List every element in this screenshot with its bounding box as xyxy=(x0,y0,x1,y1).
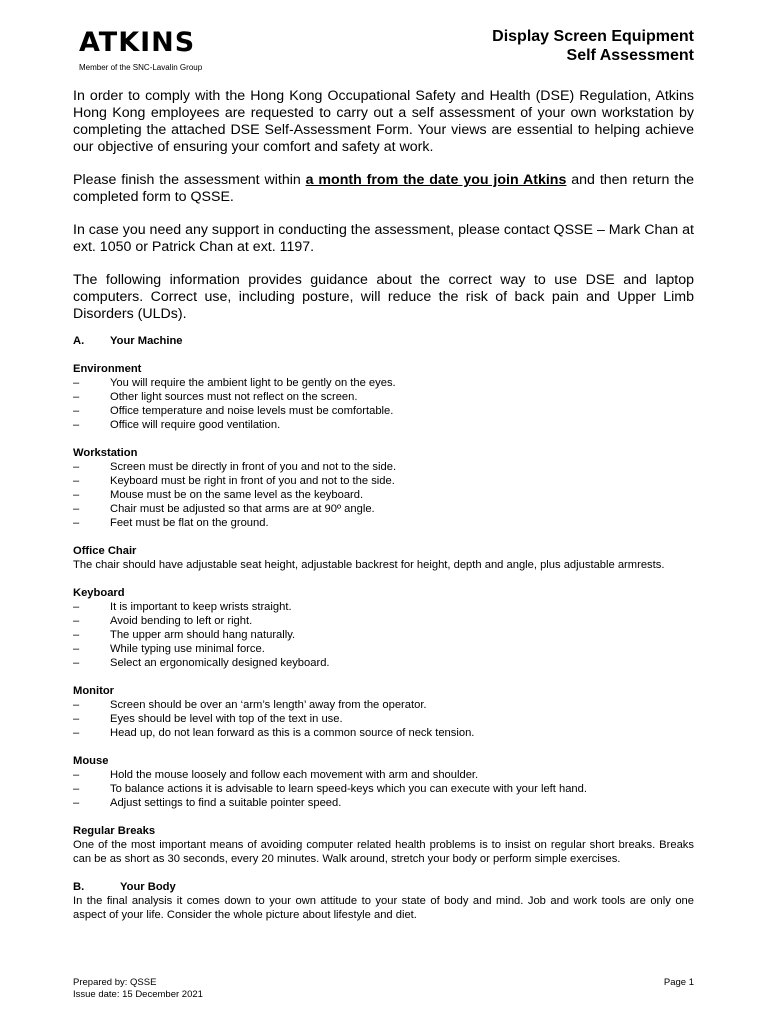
page-footer xyxy=(73,977,694,1001)
mouse-list xyxy=(73,768,694,810)
document-title xyxy=(492,27,694,65)
section-a-letter: A. xyxy=(73,335,85,347)
list-item: – You will require the ambient light to be gently on the eyes. xyxy=(73,377,396,389)
document-page xyxy=(73,0,694,1024)
keyboard-list xyxy=(73,600,694,670)
section-b-title: Your Body xyxy=(120,881,176,893)
page-header xyxy=(73,0,694,78)
list-item: – Keyboard must be right in front of you and not to the side. xyxy=(73,475,395,487)
list-item: – Select an ergonomically designed keyboard. xyxy=(73,657,330,669)
list-item: – While typing use minimal force. xyxy=(73,643,265,655)
title-line-2: Self Assessment xyxy=(566,47,694,64)
office-chair-heading: Office Chair xyxy=(73,545,137,557)
list-item: – Eyes should be level with top of the text in use. xyxy=(73,713,343,725)
list-item: – Head up, do not lean forward as this is a common source of neck tension. xyxy=(73,727,475,739)
mouse-heading: Mouse xyxy=(73,755,109,767)
list-item: – Chair must be adjusted so that arms are at 90º angle. xyxy=(73,503,375,515)
intro-paragraph-4: The following information provides guidance about the correct way to use DSE and laptop computers. Correct use, including posture, will reduce the risk of back pain and Upper Limb Disorders (ULDs). xyxy=(73,272,694,322)
list-item: – The upper arm should hang naturally. xyxy=(73,629,296,641)
list-item: – Other light sources must not reflect on the screen. xyxy=(73,391,358,403)
logo-wordmark: ATKINS xyxy=(79,27,196,58)
issue-date: Issue date: 15 December 2021 xyxy=(73,989,203,1000)
list-item: – Screen should be over an ‘arm’s length’ away from the operator. xyxy=(73,699,427,711)
list-item: – Hold the mouse loosely and follow each movement with arm and shoulder. xyxy=(73,769,479,781)
section-b-text: In the final analysis it comes down to your own attitude to your state of body and mind. Job and work tools are only one aspect of your life. Consider the whole picture about lifestyle and diet. xyxy=(73,895,694,921)
workstation-list xyxy=(73,460,694,530)
title-line-1: Display Screen Equipment xyxy=(492,28,694,45)
environment-heading: Environment xyxy=(73,363,142,375)
regular-breaks-text: One of the most important means of avoiding computer related health problems is to insist on regular short breaks. Breaks can be as short as 30 seconds, every 20 minutes. Walk around, stretch your body or perform simple exercises. xyxy=(73,839,694,865)
logo-subtitle: Member of the SNC-Lavalin Group xyxy=(79,63,203,72)
list-item: – Office temperature and noise levels must be comfortable. xyxy=(73,405,394,417)
list-item: – Adjust settings to find a suitable pointer speed. xyxy=(73,797,342,809)
section-b-letter: B. xyxy=(73,881,85,893)
monitor-list xyxy=(73,698,694,740)
list-item: – Avoid bending to left or right. xyxy=(73,615,253,627)
section-a-heading xyxy=(73,334,694,348)
list-item: – Mouse must be on the same level as the keyboard. xyxy=(73,489,364,501)
section-a-title: Your Machine xyxy=(110,335,183,347)
environment-list xyxy=(73,376,694,432)
prepared-by: Prepared by: QSSE xyxy=(73,977,157,988)
regular-breaks-heading: Regular Breaks xyxy=(73,825,156,837)
list-item: – Feet must be flat on the ground. xyxy=(73,517,269,529)
list-item: – It is important to keep wrists straight. xyxy=(73,601,292,613)
guidance-body xyxy=(73,334,694,936)
list-item: – Screen must be directly in front of you and not to the side. xyxy=(73,461,397,473)
page-number: Page 1 xyxy=(663,977,694,988)
office-chair-text: The chair should have adjustable seat height, adjustable backrest for height, depth and angle, plus adjustable armrests. xyxy=(73,559,665,571)
keyboard-heading: Keyboard xyxy=(73,587,125,599)
intro-paragraph-1: In order to comply with the Hong Kong Occupational Safety and Health (DSE) Regulation, Atkins Hong Kong employees are requested to carry out a self assessment of your own workstation by completing the attached DSE Self-Assessment Form. Your views are essential to helping achieve our objective of ensuring your comfort and safety at work. xyxy=(73,88,694,155)
list-item: – To balance actions it is advisable to learn speed-keys which you can execute with your left hand. xyxy=(73,783,587,795)
section-b-heading xyxy=(73,880,694,894)
workstation-heading: Workstation xyxy=(73,447,138,459)
intro-paragraph-3: In case you need any support in conducting the assessment, please contact QSSE – Mark Chan at ext. 1050 or Patrick Chan at ext. 1197. xyxy=(73,222,694,255)
monitor-heading: Monitor xyxy=(73,685,115,697)
p2-after: and then return the completed form to QSSE. xyxy=(73,172,695,205)
intro-section xyxy=(73,88,694,339)
deadline-emphasis: a month from the date you join Atkins xyxy=(305,172,567,188)
list-item: – Office will require good ventilation. xyxy=(73,419,281,431)
p2-before: Please finish the assessment within xyxy=(73,172,306,188)
atkins-logo xyxy=(79,28,202,73)
intro-paragraph-2 xyxy=(73,172,694,206)
